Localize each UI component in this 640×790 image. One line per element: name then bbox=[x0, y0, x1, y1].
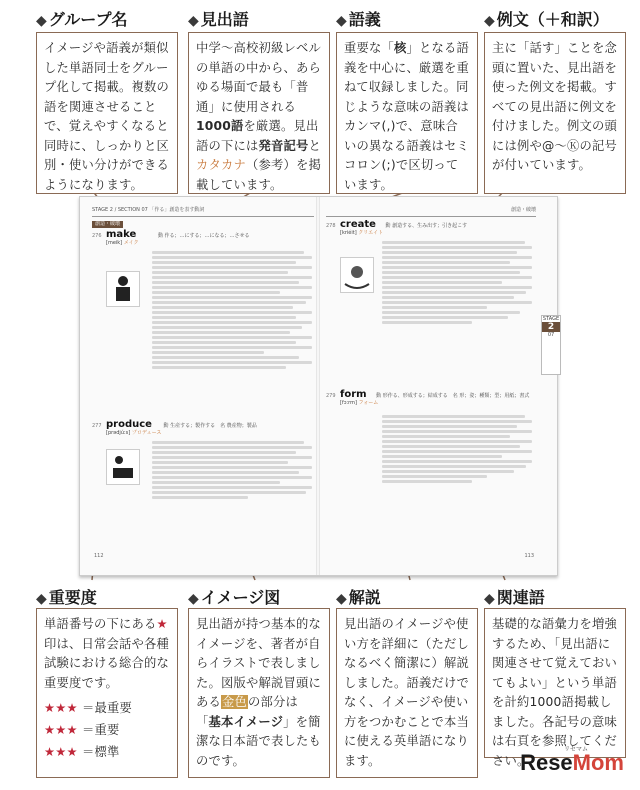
make-body bbox=[152, 249, 312, 371]
two-stars-icon: ★★★ bbox=[44, 723, 78, 737]
headword-label: ◆ 見出語 bbox=[188, 10, 249, 29]
importance-box: 単語番号の下にある★印は、日常会話や各種試験における総合的な重要度です。 ★★★ ＝最重要 ★★★ ＝重要 ★★★ ＝標準 bbox=[36, 608, 178, 778]
diamond-icon: ◆ bbox=[336, 13, 347, 29]
form-body bbox=[382, 413, 532, 485]
three-stars-icon: ★★★ bbox=[44, 701, 78, 715]
logo-subtitle: リセマム bbox=[564, 746, 588, 753]
right-page-header: 創造・破壊 bbox=[326, 207, 536, 217]
left-page-header: STAGE 2 / SECTION 07 「作る」創造を表す動詞 bbox=[92, 207, 314, 217]
meaning-label: ◆ 語義 bbox=[336, 10, 381, 29]
group-tag: 創造・破壊 bbox=[92, 221, 123, 228]
diamond-icon: ◆ bbox=[336, 591, 347, 607]
book-spine bbox=[316, 197, 320, 575]
explanation-label: ◆ 解説 bbox=[336, 588, 381, 607]
diamond-icon: ◆ bbox=[36, 591, 47, 607]
right-page bbox=[326, 207, 536, 563]
headword-box: 中学〜高校初級レベルの単語の中から、あらゆる場面で最も「普通」に使用される1000語を厳選。見出語の下には発音記号とカタカナ（参考）を掲載しています。 bbox=[188, 32, 330, 194]
left-page bbox=[92, 207, 314, 563]
diamond-icon: ◆ bbox=[36, 13, 47, 29]
group-label: ◆ グループ名 bbox=[36, 10, 128, 29]
entry-produce: 277 produce 動 生産する；製作する 名 農産物；製品 [prədjúːs] プロデュース bbox=[92, 421, 314, 561]
resemom-logo: ReseMom bbox=[520, 750, 624, 775]
entry-make: 276 make 動 作る；…にする；…になる；…させる [meik] メイク bbox=[92, 231, 314, 421]
image-label: ◆ イメージ図 bbox=[188, 588, 281, 607]
diamond-icon: ◆ bbox=[484, 13, 495, 29]
example-box: 主に「話す」ことを念頭に置いた、見出語を使った例文を掲載。すべての見出語に例文を付けました。例文の頭には例や@〜Ⓚの記号が付いています。 bbox=[484, 32, 626, 194]
diamond-icon: ◆ bbox=[188, 591, 199, 607]
related-box: 基礎的な語彙力を増強するため、「見出語に関連させて覚えておいてもよい」という単語を計約1000語掲載しました。各記号の意味は右頁を参照してください。 bbox=[484, 608, 626, 758]
diamond-icon: ◆ bbox=[484, 591, 495, 607]
section-side-tab: STAGE 2 07 bbox=[541, 315, 561, 375]
book-spread bbox=[79, 196, 558, 576]
legend-row: ★★★ ＝重要 bbox=[44, 719, 170, 741]
entry-form: 279 form 動 形作る、形成する；結成する 名 形；姿；種類；型；用紙；書式 [fɔːrm] フォーム bbox=[326, 391, 536, 551]
meaning-box: 重要な「核」となる語義を中心に、厳選を重ねて収録しました。同じような意味の語義はカンマ(,)で、意味合いの異なる語義はセミコロン(;)で区切っています。 bbox=[336, 32, 478, 194]
importance-label: ◆ 重要度 bbox=[36, 588, 97, 607]
produce-illustration bbox=[106, 449, 140, 485]
right-page-number: 113 bbox=[524, 553, 534, 559]
make-illustration bbox=[106, 271, 140, 307]
legend-row: ★★★ ＝標準 bbox=[44, 741, 170, 763]
diamond-icon: ◆ bbox=[188, 13, 199, 29]
related-label: ◆ 関連語 bbox=[484, 588, 545, 607]
create-body bbox=[382, 239, 532, 326]
one-star-icon: ★★★ bbox=[44, 745, 78, 759]
legend-row: ★★★ ＝最重要 bbox=[44, 697, 170, 719]
star-icon: ★ bbox=[156, 617, 168, 631]
produce-body bbox=[152, 439, 312, 501]
group-box: イメージや語義が類似した単語同士をグループ化して掲載。複数の語を関連させることで、覚えやすくなると同時に、しっかりと区別・使い分けができるようになります。 bbox=[36, 32, 178, 194]
left-page-number: 112 bbox=[94, 553, 104, 559]
create-illustration bbox=[340, 257, 374, 293]
example-label: ◆ 例文（＋和訳） bbox=[484, 10, 609, 29]
importance-legend bbox=[44, 697, 170, 763]
explanation-box: 見出語のイメージや使い方を詳細に（ただしなるべく簡潔に）解説しました。語義だけでなく、イメージや使い方をつかむことで本当に使える英単語になります。 bbox=[336, 608, 478, 778]
image-box: 見出語が持つ基本的なイメージを、著者が自らイラストで表しました。図版や解説冒頭にある金色の部分は「基本イメージ」を簡潔な日本語で表したものです。 bbox=[188, 608, 330, 778]
entry-create: 278 create 動 創造する、生み出す；引き起こす [kriéit] クリエイト bbox=[326, 221, 536, 391]
